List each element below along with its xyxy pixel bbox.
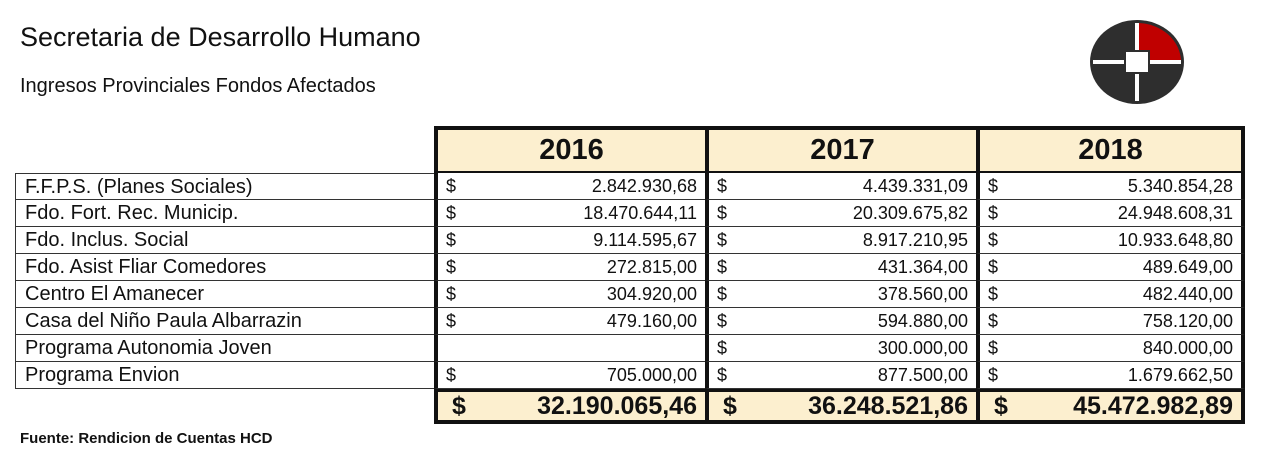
amount-cell xyxy=(434,281,705,308)
logo-icon xyxy=(1089,19,1185,105)
total-value: 32.190.065,46 xyxy=(537,391,697,420)
total-value: 36.248.521,86 xyxy=(808,391,968,420)
currency-sign: $ xyxy=(994,391,1008,420)
amount-cell xyxy=(705,254,976,281)
currency-sign: $ xyxy=(723,391,737,420)
funds-table xyxy=(15,126,1245,424)
amount-cell xyxy=(705,200,976,227)
currency-sign: $ xyxy=(446,203,457,223)
amount-cell xyxy=(705,335,976,362)
amount-cell xyxy=(705,308,976,335)
year-header-2018: 2018 xyxy=(976,126,1245,173)
currency-sign: $ xyxy=(988,176,999,196)
amount-cell xyxy=(434,227,705,254)
currency-sign: $ xyxy=(988,365,999,385)
amount-cell xyxy=(434,254,705,281)
amount-value: 272.815,00 xyxy=(606,257,697,277)
currency-sign: $ xyxy=(717,365,728,385)
amount-value: 24.948.608,31 xyxy=(1117,203,1233,223)
amount-cell xyxy=(705,362,976,389)
amount-value: 18.470.644,11 xyxy=(583,203,697,223)
amount-value: 594.880,00 xyxy=(877,311,968,331)
currency-sign: $ xyxy=(446,284,457,304)
amount-value: 4.439.331,09 xyxy=(862,176,968,196)
currency-sign: $ xyxy=(988,311,999,331)
amount-cell xyxy=(705,173,976,200)
amount-value: 479.160,00 xyxy=(606,311,697,331)
amount-cell xyxy=(976,362,1245,389)
page-subtitle: Ingresos Provinciales Fondos Afectados xyxy=(20,75,376,97)
amount-cell xyxy=(976,254,1245,281)
currency-sign: $ xyxy=(717,230,728,250)
currency-sign: $ xyxy=(988,284,999,304)
currency-sign: $ xyxy=(988,257,999,277)
currency-sign: $ xyxy=(717,338,728,358)
amount-value: 705.000,00 xyxy=(606,365,697,385)
row-label: Programa Autonomia Joven xyxy=(15,335,434,362)
total-cell xyxy=(434,389,705,424)
total-cell xyxy=(705,389,976,424)
amount-cell xyxy=(976,200,1245,227)
amount-value: 1.679.662,50 xyxy=(1127,365,1233,385)
amount-cell xyxy=(976,335,1245,362)
amount-cell xyxy=(434,335,705,362)
amount-value: 10.933.648,80 xyxy=(1117,230,1233,250)
amount-value: 300.000,00 xyxy=(877,338,968,358)
page-title: Secretaria de Desarrollo Humano xyxy=(20,22,421,52)
currency-sign: $ xyxy=(446,311,457,331)
row-label: Casa del Niño Paula Albarrazin xyxy=(15,308,434,335)
total-cell xyxy=(976,389,1245,424)
currency-sign: $ xyxy=(446,230,457,250)
amount-cell xyxy=(976,281,1245,308)
year-header-2017: 2017 xyxy=(705,126,976,173)
currency-sign: $ xyxy=(446,176,457,196)
amount-value: 877.500,00 xyxy=(877,365,968,385)
amount-cell xyxy=(434,362,705,389)
amount-value: 8.917.210,95 xyxy=(862,230,968,250)
amount-value: 5.340.854,28 xyxy=(1127,176,1233,196)
row-label: Fdo. Fort. Rec. Municip. xyxy=(15,200,434,227)
currency-sign: $ xyxy=(717,176,728,196)
currency-sign: $ xyxy=(988,230,999,250)
amount-cell xyxy=(434,173,705,200)
row-label: Centro El Amanecer xyxy=(15,281,434,308)
amount-cell xyxy=(434,308,705,335)
totals-spacer xyxy=(15,389,434,424)
amount-cell xyxy=(434,200,705,227)
amount-value: 840.000,00 xyxy=(1142,338,1233,358)
year-header-2016: 2016 xyxy=(434,126,705,173)
currency-sign: $ xyxy=(717,203,728,223)
row-label: F.F.P.S. (Planes Sociales) xyxy=(15,173,434,200)
amount-value: 2.842.930,68 xyxy=(591,176,697,196)
amount-cell xyxy=(705,281,976,308)
amount-value: 9.114.595,67 xyxy=(593,230,697,250)
currency-sign: $ xyxy=(717,311,728,331)
amount-cell xyxy=(976,173,1245,200)
currency-sign: $ xyxy=(988,338,999,358)
currency-sign: $ xyxy=(988,203,999,223)
table-corner xyxy=(15,126,434,173)
source-note: Fuente: Rendicion de Cuentas HCD xyxy=(20,430,273,447)
amount-cell xyxy=(705,227,976,254)
currency-sign: $ xyxy=(446,365,457,385)
total-value: 45.472.982,89 xyxy=(1073,391,1233,420)
row-label: Fdo. Inclus. Social xyxy=(15,227,434,254)
amount-value: 482.440,00 xyxy=(1142,284,1233,304)
amount-cell xyxy=(976,227,1245,254)
amount-value: 489.649,00 xyxy=(1142,257,1233,277)
currency-sign: $ xyxy=(446,257,457,277)
amount-value: 304.920,00 xyxy=(606,284,697,304)
currency-sign: $ xyxy=(717,257,728,277)
row-label: Programa Envion xyxy=(15,362,434,389)
amount-value: 20.309.675,82 xyxy=(852,203,968,223)
amount-value: 431.364,00 xyxy=(877,257,968,277)
amount-value: 378.560,00 xyxy=(877,284,968,304)
currency-sign: $ xyxy=(452,391,466,420)
amount-cell xyxy=(976,308,1245,335)
currency-sign: $ xyxy=(717,284,728,304)
amount-value: 758.120,00 xyxy=(1142,311,1233,331)
row-label: Fdo. Asist Fliar Comedores xyxy=(15,254,434,281)
